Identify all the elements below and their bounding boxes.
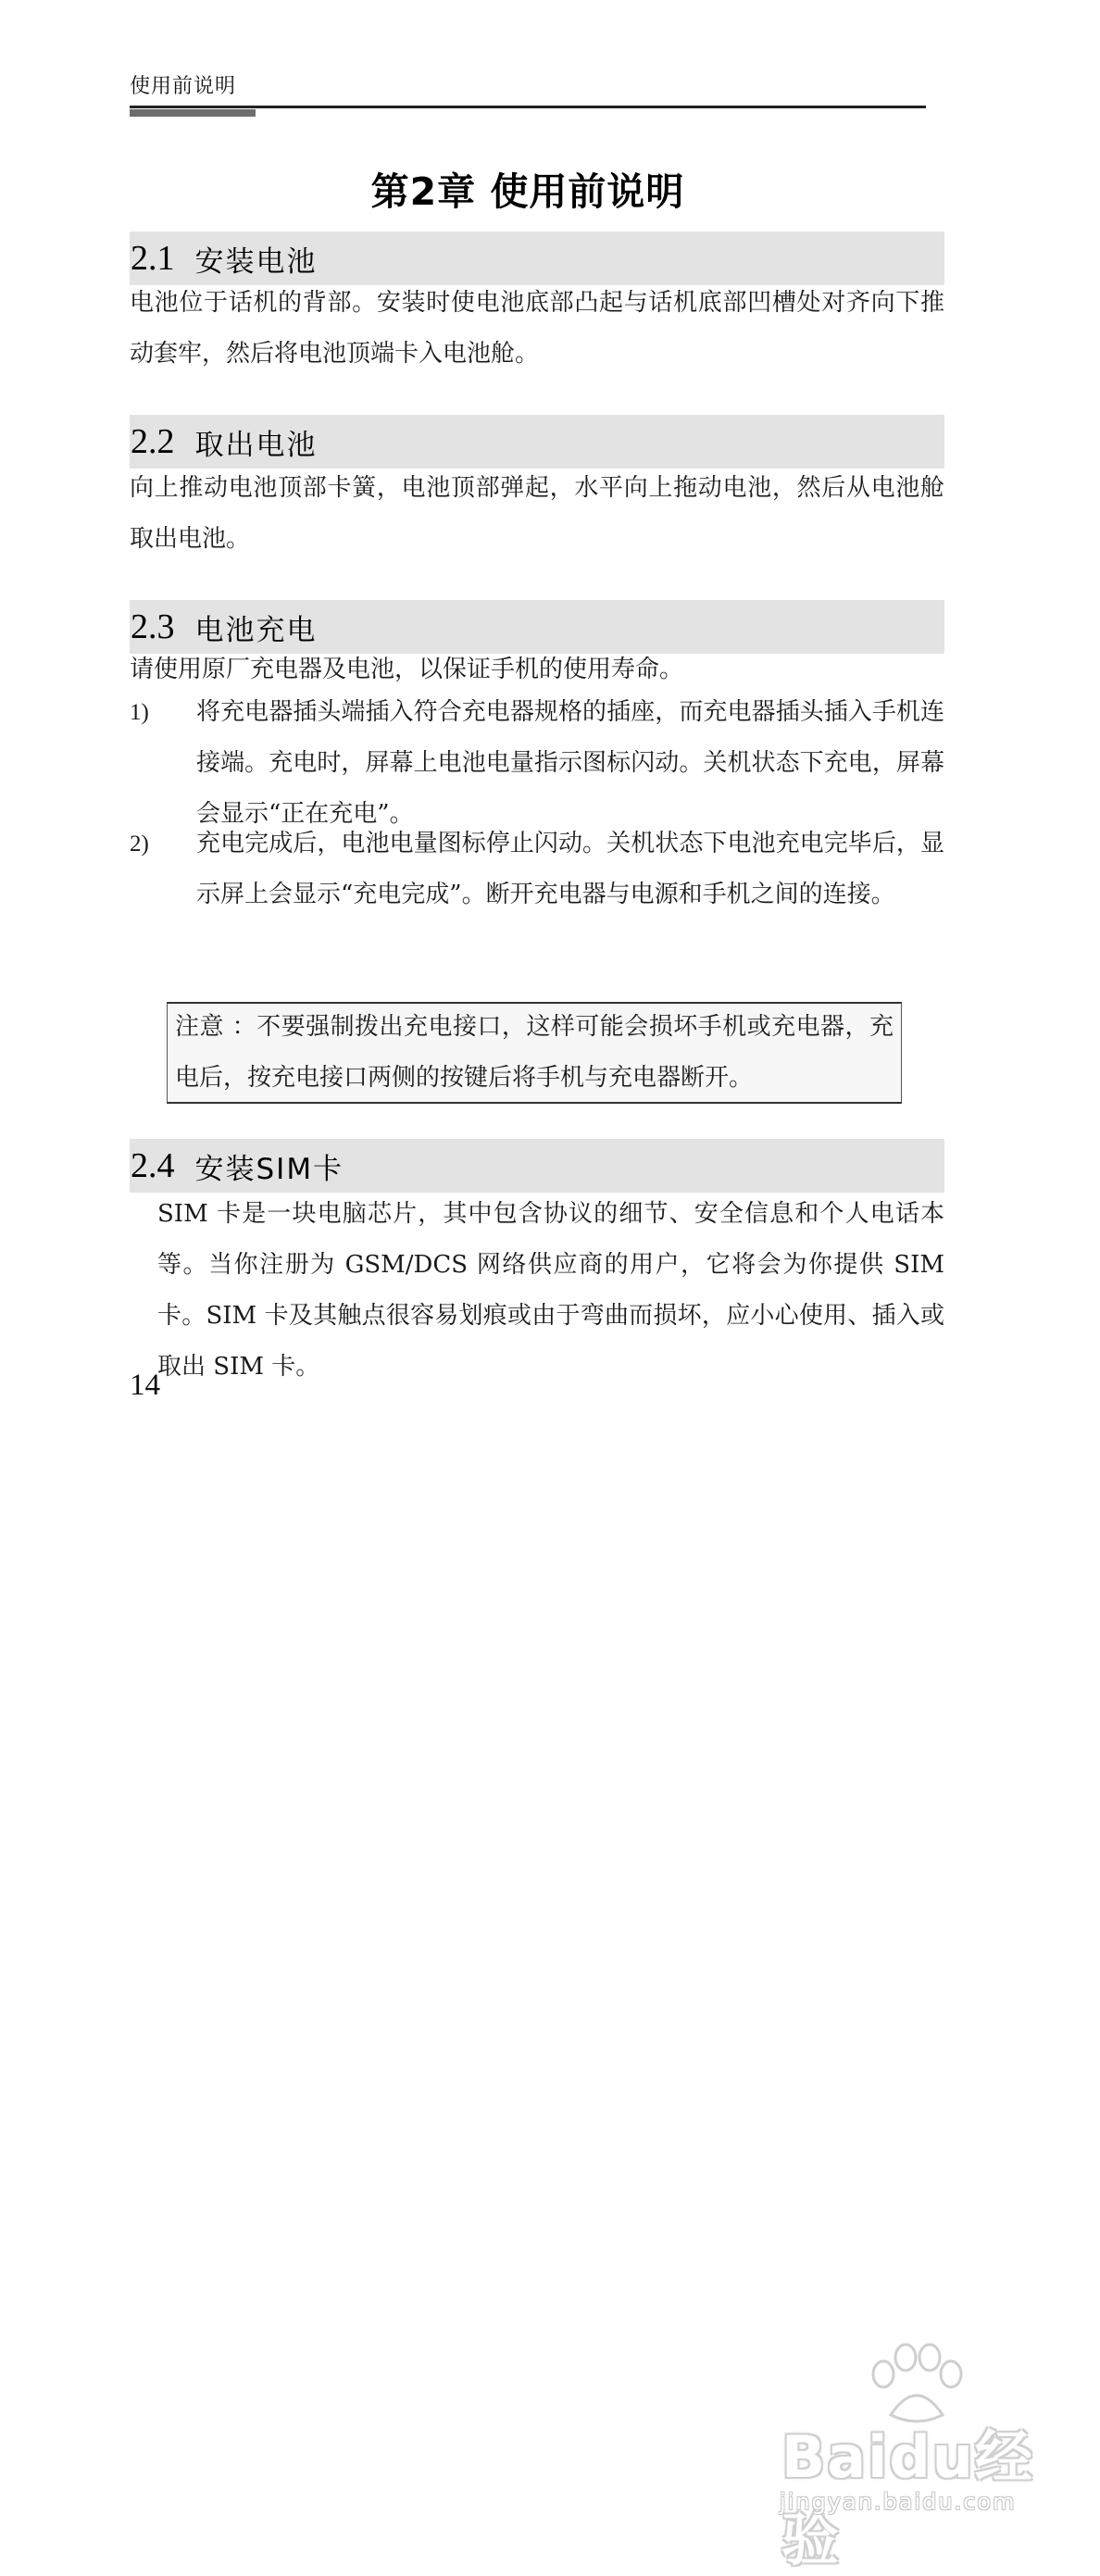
list-item-text: 充电完成后，电池电量图标停止闪动。关机状态下电池充电完毕后，显示屏上会显示“充电完成”。断开充电器与电源和手机之间的连接。 — [196, 830, 944, 908]
section-title: 安装SIM卡 — [194, 1152, 344, 1186]
section-title: 安装电池 — [194, 244, 318, 279]
note-text: 注意 ：不要强制拨出充电接口，这样可能会损坏手机或充电器，充电后，按充电接口两侧的按键后将手机与充电器断开。 — [175, 1013, 894, 1092]
section-number: 2.3 — [131, 607, 175, 646]
running-header: 使用前说明 — [130, 75, 237, 98]
header-rule — [130, 106, 926, 108]
section-number: 2.4 — [131, 1146, 175, 1185]
list-item-text: 将充电器插头端插入符合充电器规格的插座，而充电器插头插入手机连接端。充电时，屏幕上电池电量指示图标闪动。关机状态下充电，屏幕会显示“正在充电”。 — [196, 698, 944, 828]
section-body: SIM 卡是一块电脑芯片，其中包含协议的细节、安全信息和个人电话本等。当你注册为 GSM/DCS 网络供应商的用户，它将会为你提供 SIM 卡。SIM 卡及其触点很容易划痕或由于弯曲而损坏，应小心使用、插入或取出 SIM 卡。 — [157, 1200, 944, 1381]
section-body: 电池位于话机的背部。安装时使电池底部凸起与话机底部凹槽处对齐向下推动套牢，然后将电池顶端卡入电池舱。 — [130, 289, 944, 368]
section-body: 请使用原厂充电器及电池，以保证手机的使用寿命。 — [130, 656, 684, 683]
note-box — [167, 1002, 902, 1104]
watermark-logo: Baidu经验 — [781, 2423, 1034, 2573]
section-body: 向上推动电池顶部卡簧，电池顶部弹起，水平向上拖动电池，然后从电池舱取出电池。 — [130, 474, 944, 553]
section-number: 2.1 — [131, 239, 175, 278]
section-heading-2-4 — [130, 1139, 944, 1193]
header-rule-accent — [130, 109, 256, 117]
section-title: 电池充电 — [194, 613, 318, 647]
section-title: 取出电池 — [194, 428, 318, 462]
list-item-number: 1) — [130, 700, 149, 725]
section-number: 2.2 — [131, 422, 175, 461]
page-number: 14 — [130, 1369, 160, 1402]
section-heading-2-2 — [130, 415, 944, 469]
list-item-number: 2) — [130, 832, 149, 857]
chapter-title: 第2章 使用前说明 — [370, 169, 685, 214]
watermark-url: jingyan.baidu.com — [780, 2489, 1017, 2515]
watermark — [759, 2343, 1093, 2573]
